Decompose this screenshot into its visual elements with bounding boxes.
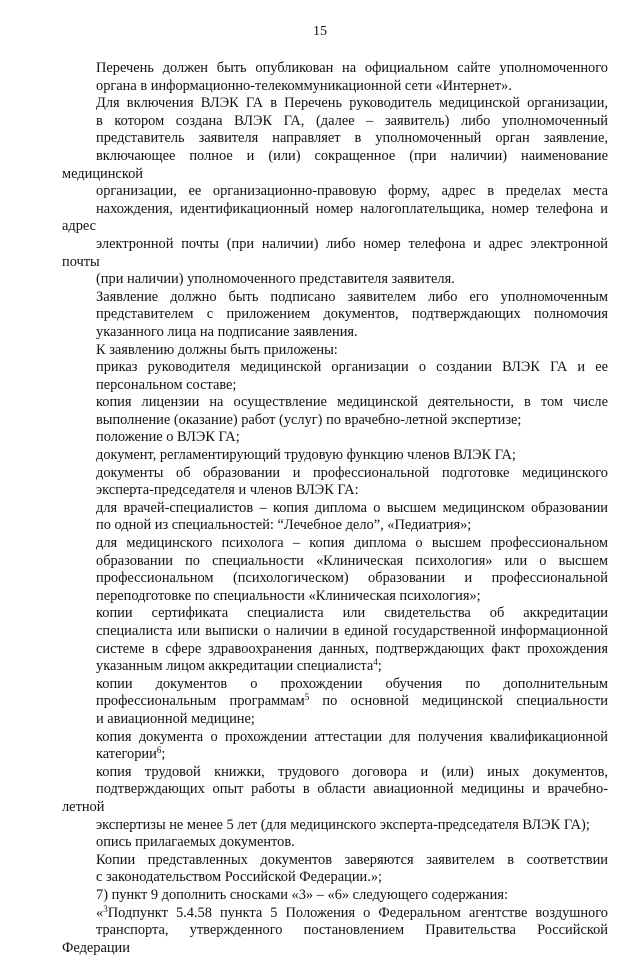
paragraph <box>62 676 608 729</box>
document-body <box>62 60 608 957</box>
text-line: по одной из специальностей: “Лечебное дело”, «Педиатрия»; <box>62 517 608 535</box>
text-line: экспертизы не менее 5 лет (для медицинского эксперта-председателя ВЛЭК ГА); <box>62 817 608 835</box>
text-line: выполнение (оказание) работ (услуг) по врачебно-летной экспертизе; <box>62 412 608 430</box>
paragraph <box>62 852 608 887</box>
text-line: Заявление должно быть подписано заявителем либо его уполномоченным <box>62 289 608 307</box>
text-line: специалиста или выписки о наличии в единой государственной информационной <box>62 623 608 641</box>
text-line: (при наличии) уполномоченного представителя заявителя. <box>62 271 608 289</box>
text-line: представителем с приложением документов, подтверждающих полномочия <box>62 306 608 324</box>
text-line: включающее полное и (или) сокращенное (при наличии) наименование медицинской <box>62 148 608 183</box>
text-line: образовании по специальности «Клиническая психология» или о высшем <box>62 553 608 571</box>
paragraph <box>62 605 608 675</box>
text-line: органа в информационно-телекоммуникационной сети «Интернет». <box>62 78 608 96</box>
text-fragment: ; <box>378 658 382 674</box>
text-line: переподготовке по специальности «Клиническая психология»; <box>62 588 608 606</box>
paragraph <box>62 60 608 95</box>
text-line <box>62 746 608 764</box>
text-fragment: Подпункт 5.4.58 пункта 5 Положения о Федеральном агентстве воздушного <box>108 905 608 921</box>
text-line: указанного лица на подписание заявления. <box>62 324 608 342</box>
paragraph <box>62 764 608 834</box>
text-line: эксперта-председателя и членов ВЛЭК ГА: <box>62 482 608 500</box>
text-line: К заявлению должны быть приложены: <box>62 342 608 360</box>
text-line <box>62 658 608 676</box>
paragraph <box>62 342 608 360</box>
paragraph <box>62 535 608 605</box>
paragraph <box>62 465 608 500</box>
text-fragment: профессиональным программам <box>96 693 305 709</box>
text-line: нахождения, идентификационный номер налогоплательщика, номер телефона и адрес <box>62 201 608 236</box>
text-fragment: категории <box>96 746 157 762</box>
text-line: для медицинского психолога – копия диплома о высшем профессиональном <box>62 535 608 553</box>
text-line: положение о ВЛЭК ГА; <box>62 429 608 447</box>
page-number: 15 <box>0 24 640 40</box>
text-line: 7) пункт 9 дополнить сносками «3» – «6» следующего содержания: <box>62 887 608 905</box>
text-line: копия лицензии на осуществление медицинской деятельности, в том числе <box>62 394 608 412</box>
paragraph <box>62 500 608 535</box>
paragraph <box>62 95 608 289</box>
text-line: документы об образовании и профессиональной подготовке медицинского <box>62 465 608 483</box>
text-fragment: ; <box>161 746 165 762</box>
text-line <box>62 693 608 711</box>
text-line: транспорта, утвержденного постановлением Правительства Российской Федерации <box>62 922 608 957</box>
text-line: персональном составе; <box>62 377 608 395</box>
paragraph <box>62 834 608 852</box>
text-line: документ, регламентирующий трудовую функцию членов ВЛЭК ГА; <box>62 447 608 465</box>
text-line: представитель заявителя направляет в уполномоченный орган заявление, <box>62 130 608 148</box>
text-line: и авиационной медицине; <box>62 711 608 729</box>
text-line: Перечень должен быть опубликован на официальном сайте уполномоченного <box>62 60 608 78</box>
text-line: электронной почты (при наличии) либо номер телефона и адрес электронной почты <box>62 236 608 271</box>
paragraph <box>62 394 608 429</box>
paragraph <box>62 729 608 764</box>
paragraph <box>62 429 608 447</box>
paragraph <box>62 359 608 394</box>
text-fragment: « <box>96 905 103 921</box>
footnote-ref: 6 <box>157 745 162 755</box>
text-line: опись прилагаемых документов. <box>62 834 608 852</box>
text-line: копии сертификата специалиста или свидетельства об аккредитации <box>62 605 608 623</box>
paragraph <box>62 447 608 465</box>
text-line: для врачей-специалистов – копия диплома о высшем медицинском образовании <box>62 500 608 518</box>
text-fragment: указанным лицом аккредитации специалиста <box>96 658 373 674</box>
text-line: Для включения ВЛЭК ГА в Перечень руководитель медицинской организации, <box>62 95 608 113</box>
text-line <box>62 905 608 923</box>
paragraph <box>62 289 608 342</box>
text-line: копия документа о прохождении аттестации для получения квалификационной <box>62 729 608 747</box>
text-line: профессиональном (психологическом) образовании и профессиональной <box>62 570 608 588</box>
paragraph <box>62 887 608 905</box>
text-line: приказ руководителя медицинской организации о создании ВЛЭК ГА и ее <box>62 359 608 377</box>
text-line: организации, ее организационно-правовую форму, адрес в пределах места <box>62 183 608 201</box>
text-line: с законодательством Российской Федерации.»; <box>62 869 608 887</box>
text-line: Копии представленных документов заверяются заявителем в соответствии <box>62 852 608 870</box>
footnote-ref: 5 <box>305 692 310 702</box>
text-line: в котором создана ВЛЭК ГА, (далее – заявитель) либо уполномоченный <box>62 113 608 131</box>
paragraph <box>62 905 608 957</box>
footnote-ref: 3 <box>103 904 108 914</box>
text-line: подтверждающих опыт работы в области авиационной медицины и врачебно-летной <box>62 781 608 816</box>
footnote-ref: 4 <box>373 657 378 667</box>
text-line: системе в сфере здравоохранения данных, подтверждающих факт прохождения <box>62 641 608 659</box>
text-fragment: по основной медицинской специальности <box>309 693 608 709</box>
text-line: копия трудовой книжки, трудового договора и (или) иных документов, <box>62 764 608 782</box>
text-line: копии документов о прохождении обучения по дополнительным <box>62 676 608 694</box>
